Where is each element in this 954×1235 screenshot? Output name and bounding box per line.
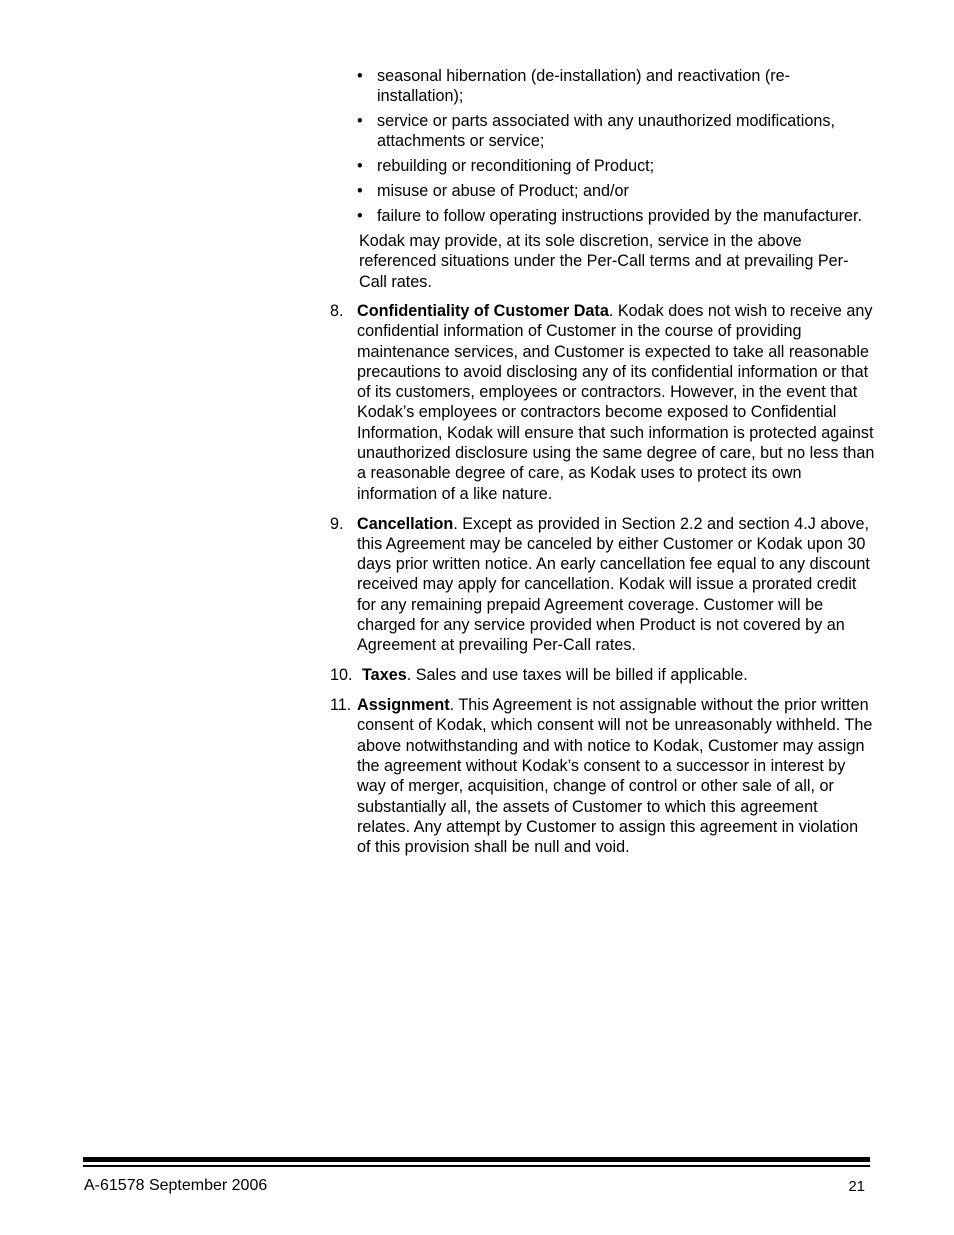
section-title: Taxes: [362, 666, 407, 685]
list-item: [330, 156, 875, 176]
exclusion-text: failure to follow operating instructions provided by the manufacturer.: [377, 207, 862, 226]
bullet-icon: •: [357, 157, 363, 176]
exclusion-text: misuse or abuse of Product; and/or: [377, 182, 629, 201]
section-text: . Kodak does not wish to receive any confidential information of Customer in the course of providing maintenance services, and Customer is expected to take all reasonable precautions to avoid disclosing any of its confidential information or that of its customers, employees or contractors. However, in the event that Kodak’s employees or contractors become exposed to Confidential Information, Kodak will ensure that such information is protected against unauthorized disclosure using the same degree of care, but no less than a reasonable degree of care, as Kodak uses to protect its own information of a like nature.: [357, 301, 875, 503]
list-item: [330, 111, 875, 152]
section-assignment: [330, 695, 875, 857]
list-item: [330, 206, 875, 226]
section-number: 10.: [330, 666, 353, 685]
footer-document-id: A-61578 September 2006: [84, 1177, 268, 1194]
exclusion-text: service or parts associated with any unauthorized modifications, attachments or service;: [377, 112, 835, 151]
footer-rule-thick: [83, 1157, 870, 1162]
section-number: 11.: [330, 696, 352, 715]
section-title: Assignment: [357, 696, 450, 715]
exclusion-text: rebuilding or reconditioning of Product;: [377, 157, 655, 176]
list-item: [330, 66, 875, 107]
section-number: 9.: [330, 514, 344, 533]
section-cancellation: [330, 514, 875, 656]
exclusion-note: Kodak may provide, at its sole discretion, service in the above referenced situations under the Per-Call terms and at prevailing Per-Call rates.: [359, 232, 849, 291]
page-number: 21: [848, 1178, 865, 1195]
bullet-icon: •: [357, 207, 363, 226]
section-taxes: [330, 665, 875, 685]
section-confidentiality: [330, 301, 875, 504]
section-text: . Sales and use taxes will be billed if applicable.: [406, 666, 748, 685]
section-number: 8.: [330, 301, 344, 320]
section-text: . Except as provided in Section 2.2 and section 4.J above, this Agreement may be canceled by either Customer or Kodak upon 30 days prior written notice. An early cancellation fee equal to any discount received may apply for cancellation. Kodak will issue a prorated credit for any remaining prepaid Agreement coverage. Customer will be charged for any service provided when Product is not covered by an Agreement at prevailing Per-Call rates.: [357, 514, 870, 655]
section-title: Confidentiality of Customer Data: [357, 301, 609, 320]
bullet-icon: •: [357, 182, 363, 201]
page-body: [330, 66, 875, 867]
bullet-icon: •: [357, 112, 363, 131]
bullet-icon: •: [357, 67, 363, 85]
exclusion-text: seasonal hibernation (de-installation) and reactivation (re-installation);: [377, 67, 791, 106]
section-text: . This Agreement is not assignable without the prior written consent of Kodak, which consent will not be unreasonably withheld. The above notwithstanding and with notice to Kodak, Customer may assign the agreement without Kodak’s consent to a successor in interest by way of merger, acquisition, change of control or other sale of all, or substantially all, the assets of Customer to which this agreement relates. Any attempt by Customer to assign this agreement in violation of this provision shall be null and void.: [357, 696, 873, 857]
list-item: [330, 181, 875, 201]
exclusion-list: [330, 66, 875, 226]
footer-rule-thin: [83, 1165, 870, 1167]
section-title: Cancellation: [357, 514, 454, 533]
